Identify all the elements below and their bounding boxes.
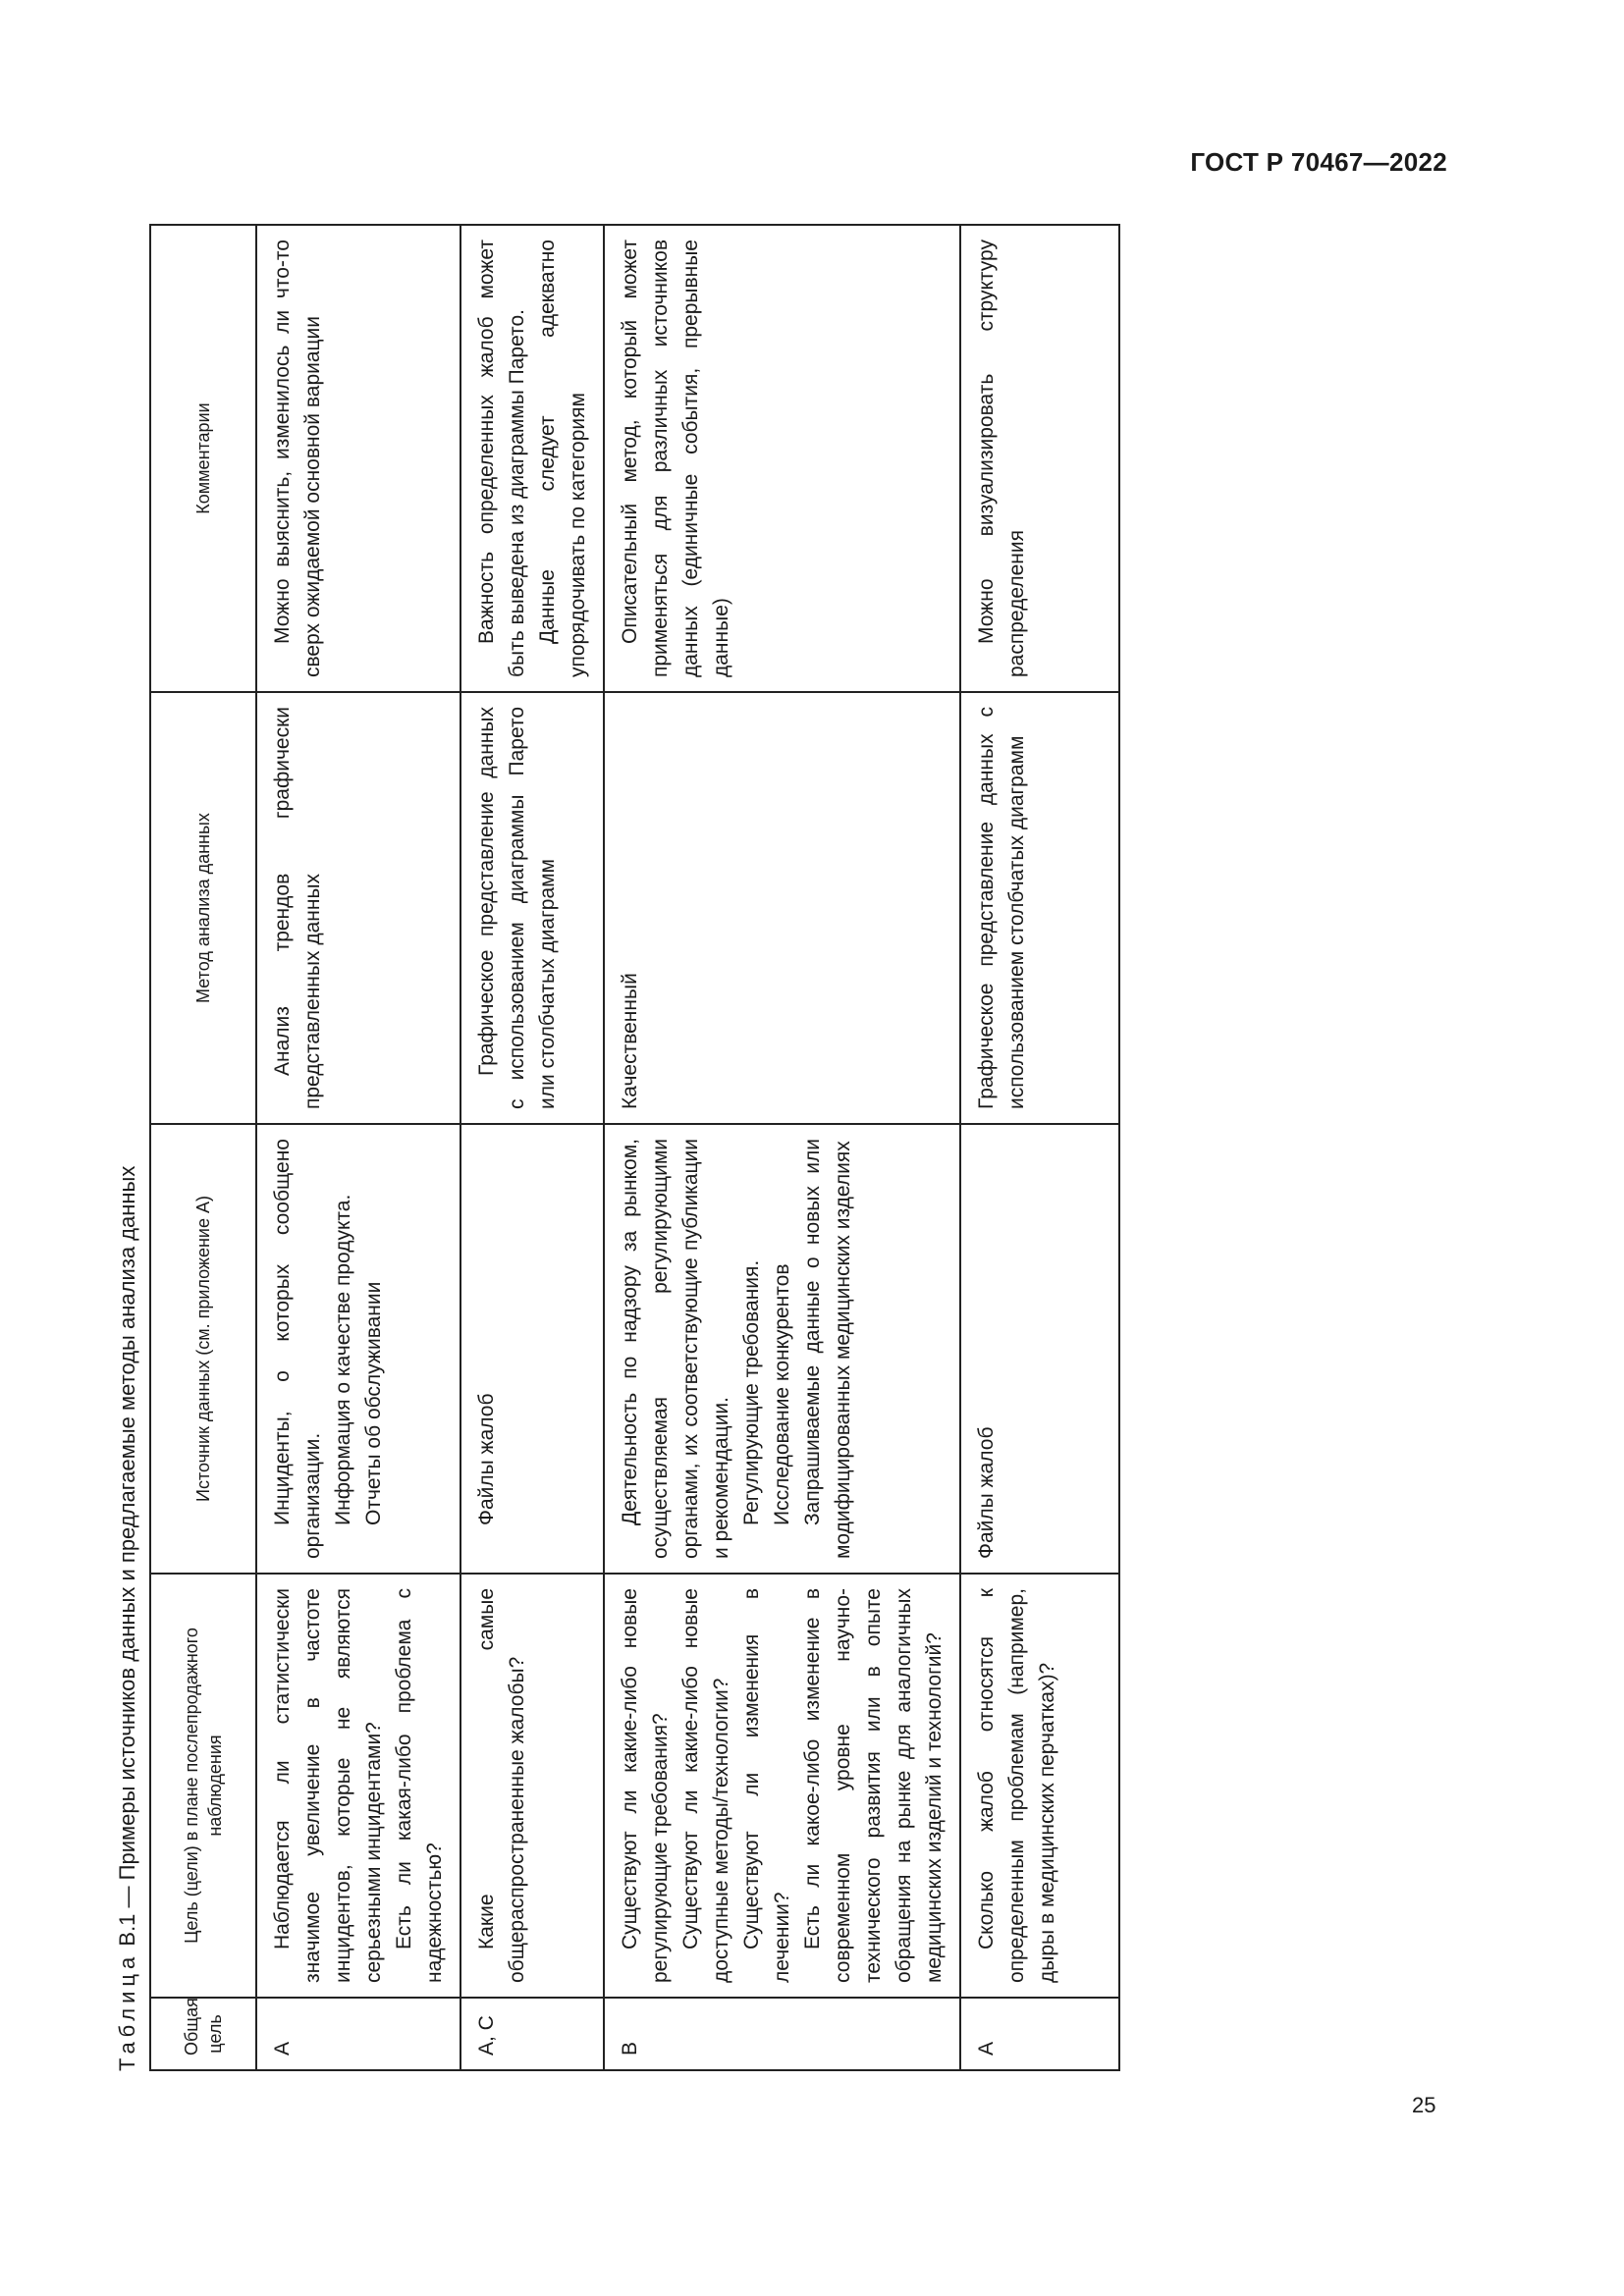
header-comments: Комментарии [150,225,256,692]
cell-paragraph: Существуют ли какие-либо новые регулирующие требования? [619,1588,672,1983]
cell-paragraph: Файлы жалоб [975,1426,998,1559]
cell-paragraph: Информация о качестве продукта. [332,1194,354,1525]
cell-paragraph: Существуют ли какие-либо новые доступные методы/технологии? [679,1588,732,1983]
caption-dash: — [115,1886,139,1908]
cell-goal: A [960,1998,1119,2070]
cell-comment [960,225,1119,692]
cell-paragraph: Важность определенных жалоб может быть выведена из диаграммы Парето. [475,240,528,677]
cell-paragraph: Есть ли какая-либо проблема с надежностью? [393,1588,446,1983]
cell-paragraph: Существуют ли изменения в лечении? [740,1588,793,1983]
cell-method [604,692,960,1124]
methods-table [149,224,1120,2071]
header-data-source: Источник данных (см. приложение А) [150,1124,256,1574]
cell-comment [256,225,460,692]
cell-goal: A, C [460,1998,604,2070]
cell-source [604,1124,960,1574]
cell-source [960,1124,1119,1574]
table-row [604,225,960,2070]
cell-source [460,1124,604,1574]
table-row [960,225,1119,2070]
cell-paragraph: Отчеты об обслуживании [362,1281,385,1525]
cell-method [256,692,460,1124]
cell-paragraph: Регулирующие требования. [740,1259,763,1525]
cell-paragraph: Качественный [619,973,641,1109]
cell-goal: A [256,1998,460,2070]
cell-paragraph: Запрашиваемые данные о новых или модифицированных медицинских изделиях [801,1139,854,1559]
page-number: 25 [1412,2093,1436,2117]
header-aim: Цель (цели) в плане послепродажного наблюдения [150,1574,256,1998]
table-caption [108,1166,147,2071]
cell-aim [960,1574,1119,1998]
cell-paragraph: Деятельность по надзору за рынком, осуществляемая регулирующими органами, их соответствующие публикации и рекомендации. [619,1139,732,1559]
caption-number: В.1 [115,1913,139,1947]
cell-aim [256,1574,460,1998]
cell-paragraph: Анализ трендов графически представленных данных [271,707,324,1109]
cell-paragraph: Какие самые общераспространенные жалобы? [475,1588,528,1983]
document-code: ГОСТ Р 70467—2022 [1190,147,1447,177]
cell-paragraph: Файлы жалоб [475,1393,498,1525]
cell-aim [460,1574,604,1998]
header-analysis-method: Метод анализа данных [150,692,256,1124]
table-row [460,225,604,2070]
cell-paragraph: Можно визуализировать структуру распределения [975,240,1028,677]
cell-aim [604,1574,960,1998]
cell-comment [460,225,604,692]
cell-source [256,1124,460,1574]
table-header-row [150,225,256,2070]
cell-method [460,692,604,1124]
cell-goal: B [604,1998,960,2070]
caption-label: Таблица [115,1951,139,2071]
cell-paragraph: Есть ли какое-либо изменение в современном уровне научно-технического развития или в опыте обращения на рынке для аналогичных медицинских изделий и технологий? [801,1588,946,1983]
caption-title: Примеры источников данных и предлагаемые методы анализа данных [115,1165,139,1881]
cell-paragraph: Инциденты, о которых сообщено организации. [271,1139,324,1559]
cell-paragraph: Наблюдается ли статистически значимое увеличение в частоте инцидентов, которые не являются серьезными инцидентами? [271,1588,385,1983]
table-row [256,225,460,2070]
cell-paragraph: Сколько жалоб относятся к определенным проблемам (например, дыры в медицинских перчатках)? [975,1588,1058,1983]
rotated-table-area [108,10,1286,2071]
cell-comment [604,225,960,692]
cell-paragraph: Можно выяснить, изменилось ли что-то сверх ожидаемой основной вариации [271,240,324,677]
cell-method [960,692,1119,1124]
cell-paragraph: Графическое представление данных с использованием столбчатых диаграмм [975,707,1028,1109]
header-general-goal: Общая цель [150,1998,256,2070]
cell-paragraph: Графическое представление данных с использованием диаграммы Парето или столбчатых диаграмм [475,707,559,1109]
cell-paragraph: Данные следует адекватно упорядочивать по категориям [536,240,589,677]
cell-paragraph: Исследование конкурентов [771,1263,793,1525]
cell-paragraph: Описательный метод, который может применяться для различных источников данных (единичные события, прерывные данные) [619,240,732,677]
